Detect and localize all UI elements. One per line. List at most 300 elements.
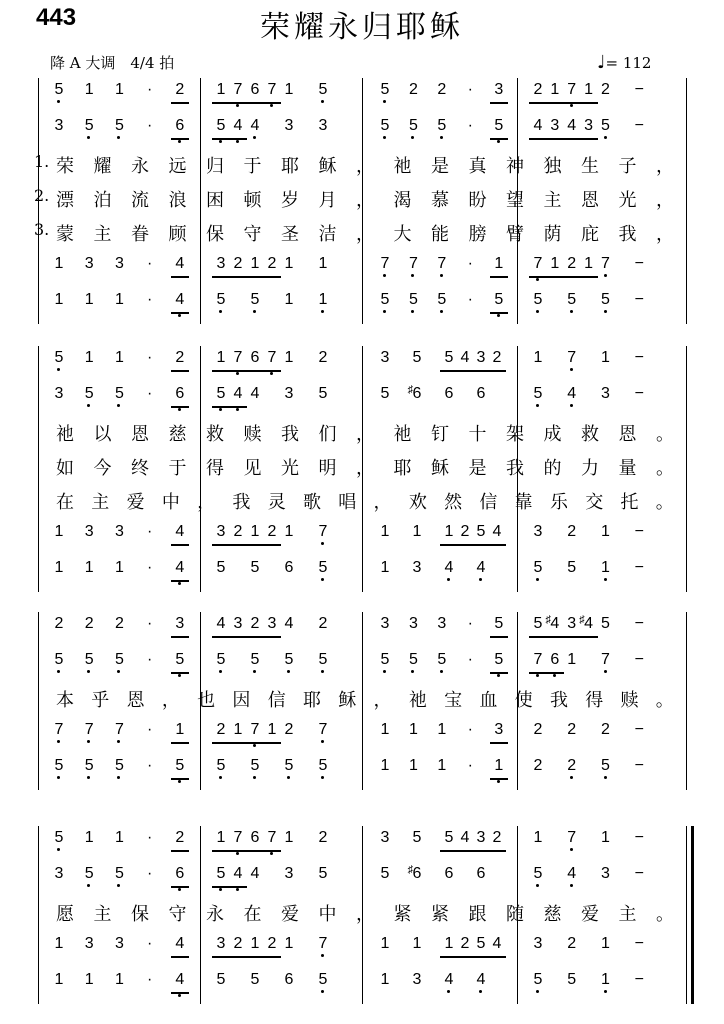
note-digit [112,118,126,134]
note-digit [442,560,456,576]
note-digit [173,560,187,576]
lyric-char: 远 [168,156,189,177]
note-digit [248,866,262,882]
note-token: 1 [380,721,390,738]
note-token: 5 [567,971,577,988]
note-token: − [634,971,644,988]
lyric-char: 荣 [56,156,76,177]
lyric-text [56,186,676,212]
note-digit [531,118,545,134]
lyric-char: 渴 [393,190,414,211]
note-digit [231,118,245,134]
note-token: 1 [408,757,418,774]
lower-octave-dot [117,404,120,407]
score-system [0,346,724,592]
note-token: 2 [175,81,185,98]
lower-octave-dot [570,104,573,107]
augmentation-dot [143,560,157,576]
note-digit [378,386,392,402]
lower-octave-dot [536,578,539,581]
note-token: 5 [408,291,418,308]
note-token: · [146,829,153,846]
lyric-line [0,898,724,928]
note-digit [214,524,228,540]
note-digit [548,82,562,98]
lyric-char: 盼 [468,190,489,211]
note-digit [82,256,96,272]
note-digit [316,652,330,668]
note-token: 5 [437,291,447,308]
note-token: 2 [460,935,470,952]
lower-octave-dot [570,776,573,779]
note-token: 4 [233,385,243,402]
lyric-char: 我 [281,424,301,445]
note-digit [410,524,424,540]
note-token: 1 [284,935,294,952]
note-token: 5 [318,385,328,402]
note-digit [282,936,296,952]
note-token: 6 [412,385,422,402]
lower-octave-dot [321,100,324,103]
lyric-char: 我 [549,690,570,711]
note-token: 4 [567,385,577,402]
note-digit [582,256,596,272]
augmentation-dot [143,350,157,366]
eighth-note-underline [171,956,189,958]
note-token: 5 [318,651,328,668]
lyric-char: 大 [393,224,414,245]
dash-extension [632,722,646,738]
lyric-char: 以 [93,424,114,445]
lyric-char: 我 [506,458,526,479]
note-digit [442,936,456,952]
lyric-char: 祂 [393,424,414,445]
note-token: 5 [54,81,64,98]
note-token: − [634,349,644,366]
dash-extension [632,560,646,576]
lyric-char: 圣 [281,224,301,245]
note-digit [316,936,330,952]
lyric-char: 血 [479,690,500,711]
note-token: 6 [250,829,260,846]
note-token: 5 [494,651,504,668]
note-token: 2 [175,829,185,846]
note-digit [474,350,488,366]
note-digit [52,256,66,272]
lyric-char: 中 [318,904,339,925]
note-digit [492,616,506,632]
note-digit [316,616,330,632]
lower-octave-dot [236,372,239,375]
note-token: 7 [380,255,390,272]
lyric-char: 。 [655,492,676,513]
note-digit [565,386,579,402]
lyric-char: 。 [655,690,676,711]
note-digit [248,830,262,846]
lyric-char: 钉 [431,424,451,445]
note-token: 4 [460,829,470,846]
lyric-char: ， [656,156,676,177]
note-token: 5 [533,865,543,882]
lower-octave-dot [219,408,222,411]
lyric-char: ， [656,224,676,245]
lower-octave-dot [287,776,290,779]
lower-octave-dot [440,310,443,313]
note-digit [531,524,545,540]
note-digit [490,936,504,952]
eighth-note-underline [212,370,281,372]
lower-octave-dot [236,140,239,143]
lower-octave-dot [411,670,414,673]
note-digit [82,82,96,98]
note-digit [474,386,488,402]
eighth-note-underline [212,742,281,744]
note-digit [231,386,245,402]
note-digit [458,830,472,846]
lyric-char: 岁 [281,190,301,211]
lower-octave-dot [440,670,443,673]
note-digit [531,830,545,846]
lyric-char: 是 [431,156,451,177]
note-token: 4 [233,865,243,882]
note-digit [214,386,228,402]
lyric-char: 我 [232,492,253,513]
note-token: 6 [550,651,560,668]
lyric-char: 随 [506,904,526,925]
lyric-char: 在 [56,492,76,513]
note-token: 2 [216,721,226,738]
note-digit [231,722,245,738]
note-digit [582,118,596,134]
note-token: 3 [216,935,226,952]
note-token: 3 [494,721,504,738]
note-digit [112,292,126,308]
note-digit [52,830,66,846]
note-digit [548,118,562,134]
note-token: − [634,651,644,668]
note-digit [265,936,279,952]
note-digit [565,758,579,774]
dash-extension [632,616,646,632]
note-digit [548,256,562,272]
note-digit [214,722,228,738]
eighth-note-underline [490,138,508,140]
lyric-char: 光 [618,190,639,211]
note-token: 5 [437,651,447,668]
eighth-note-underline [212,138,247,140]
augmentation-dot [143,652,157,668]
note-token: 5 [318,865,328,882]
note-token: 1 [233,721,243,738]
note-token: 1 [380,971,390,988]
note-digit [442,830,456,846]
note-token: 1 [412,935,422,952]
note-digit [378,830,392,846]
note-token: − [634,615,644,632]
note-digit [474,524,488,540]
lyric-char: 生 [581,156,601,177]
lyric-char: 救 [581,424,601,445]
note-digit [565,350,579,366]
note-digit [82,560,96,576]
note-digit [599,616,613,632]
lyric-char: ， [356,904,376,925]
augmentation-dot [143,936,157,952]
note-digit [316,118,330,134]
note-token: 1 [114,829,124,846]
eighth-note-underline [212,276,281,278]
note-digit [173,722,187,738]
note-token: 7 [318,935,328,952]
lower-octave-dot [536,278,539,281]
note-digit [316,972,330,988]
voice-part-row [0,520,724,550]
eighth-note-underline [171,370,189,372]
note-digit [378,972,392,988]
note-token: 3 [533,935,543,952]
eighth-note-underline [529,672,564,674]
note-digit [378,560,392,576]
note-digit [490,350,504,366]
note-token: 1 [54,291,64,308]
note-digit [474,936,488,952]
note-digit [531,758,545,774]
note-token: 5 [84,757,94,774]
lyric-char: ， [373,690,394,711]
lyric-line [0,218,724,248]
note-token: 2 [460,523,470,540]
note-digit [490,830,504,846]
sharp-sign: ♯ [579,614,585,626]
note-token: 1 [284,81,294,98]
note-digit [599,830,613,846]
note-token: 5 [84,651,94,668]
note-token: 5 [601,291,610,308]
note-token: 3 [114,935,124,952]
note-digit [112,722,126,738]
note-token: 6 [250,349,260,366]
lyric-char: ， [373,492,394,513]
lyric-char: 慕 [431,190,451,211]
note-token: 6 [284,559,294,576]
lyric-char: 歌 [302,492,323,513]
lower-octave-dot [497,674,500,677]
augmentation-dot [143,386,157,402]
dash-extension [632,118,646,134]
note-digit [112,866,126,882]
note-digit [531,722,545,738]
note-token: 7 [233,81,243,98]
augmentation-dot [463,616,477,632]
eighth-note-underline [171,102,189,104]
note-digit [531,936,545,952]
note-token: 1 [601,935,610,952]
lower-octave-dot [219,140,222,143]
score-system [0,78,724,324]
lyric-char: 力 [581,458,601,479]
lower-octave-dot [411,310,414,313]
lyric-char: 稣 [338,690,359,711]
lower-octave-dot [87,136,90,139]
note-token: 5 [601,117,610,134]
note-token: 3 [567,615,577,632]
note-token: 4 [476,971,486,988]
note-digit [248,350,262,366]
note-token: 1 [250,935,260,952]
note-token: 2 [114,615,124,632]
lyric-char: 然 [444,492,465,513]
note-token: − [634,81,644,98]
lyric-char: 祂 [408,690,429,711]
note-digit [378,524,392,540]
lyric-char: 终 [131,458,151,479]
note-digit [52,866,66,882]
lyric-char: 得 [585,690,606,711]
note-token: 2 [54,615,64,632]
lower-octave-dot [479,990,482,993]
note-token: 1 [267,721,277,738]
eighth-note-underline [171,276,189,278]
note-token: 5 [601,757,610,774]
eighth-note-underline [490,312,508,314]
lyric-char: 赎 [243,424,264,445]
note-digit [531,616,545,632]
eighth-note-underline [440,850,506,852]
note-digit [565,118,579,134]
note-token: 5 [284,651,294,668]
note-digit [282,82,296,98]
note-digit [265,524,279,540]
note-digit [410,936,424,952]
lyric-char: 耶 [281,156,301,177]
note-digit [316,758,330,774]
eighth-note-underline [171,886,189,888]
note-token: 4 [250,117,260,134]
note-digit [492,652,506,668]
note-digit [406,82,420,98]
note-token: 2 [437,81,447,98]
verse-number: 2. [34,186,50,205]
note-digit [378,722,392,738]
note-token: 1 [601,829,610,846]
note-token: 2 [318,615,328,632]
note-token: 5 [114,865,124,882]
note-token: 1 [584,81,594,98]
note-token: · [146,117,153,134]
note-token: 5 [216,757,226,774]
note-digit [378,758,392,774]
note-digit [565,936,579,952]
note-token: 4 [567,865,577,882]
note-token: 7 [533,651,543,668]
eighth-note-underline [212,850,281,852]
note-token: 2 [567,523,577,540]
dash-extension [632,936,646,952]
note-digit [112,616,126,632]
quarter-note-icon: ♩ [597,52,606,73]
lower-octave-dot [253,310,256,313]
note-digit [435,722,449,738]
note-digit [282,758,296,774]
note-token: 5 [114,385,124,402]
note-token: 3 [84,935,94,952]
note-token: 7 [601,255,610,272]
eighth-note-underline [171,672,189,674]
lyric-char: 在 [243,904,264,925]
note-token: 1 [114,81,124,98]
note-digit [173,830,187,846]
lower-octave-dot [87,740,90,743]
note-token: 1 [216,829,226,846]
lower-octave-dot [447,990,450,993]
note-digit [82,652,96,668]
note-token: 2 [284,721,294,738]
lyric-char: 主 [618,904,639,925]
note-digit [214,82,228,98]
note-digit [406,292,420,308]
note-digit [214,652,228,668]
eighth-note-underline [529,138,598,140]
note-token: 4 [492,523,502,540]
voice-part-row [0,556,724,586]
note-digit [474,866,488,882]
note-digit [492,82,506,98]
note-digit [282,560,296,576]
note-token: 3 [84,523,94,540]
lyric-char: 保 [206,224,226,245]
lower-octave-dot [536,404,539,407]
note-token: 5 [533,615,543,632]
note-digit [82,616,96,632]
dash-extension [632,350,646,366]
note-token: · [146,81,153,98]
dash-extension [632,524,646,540]
note-digit [474,560,488,576]
note-token: 5 [84,385,94,402]
lower-octave-dot [57,670,60,673]
note-digit [248,386,262,402]
note-token: 2 [267,255,277,272]
note-token: 5 [567,559,577,576]
lyric-char: 中 [161,492,182,513]
note-digit [112,652,126,668]
note-digit [282,616,296,632]
lower-octave-dot [553,674,556,677]
note-digit [82,118,96,134]
note-digit [173,758,187,774]
lyric-char: 是 [468,458,489,479]
augmentation-dot [463,118,477,134]
eighth-note-underline [212,406,247,408]
note-digit [442,524,456,540]
note-digit [52,350,66,366]
voice-part-row [0,382,724,412]
note-token: 6 [175,385,185,402]
note-digit [410,560,424,576]
note-token: 3 [601,865,610,882]
note-digit [173,616,187,632]
lower-octave-dot [178,888,181,891]
lyric-char: 真 [468,156,489,177]
note-token: 6 [476,385,486,402]
voice-part-row [0,114,724,144]
note-digit [52,82,66,98]
lower-octave-dot [411,274,414,277]
lyric-char: 爱 [581,904,601,925]
lyric-char: 欢 [408,492,429,513]
note-token: 4 [444,971,454,988]
note-digit [378,82,392,98]
